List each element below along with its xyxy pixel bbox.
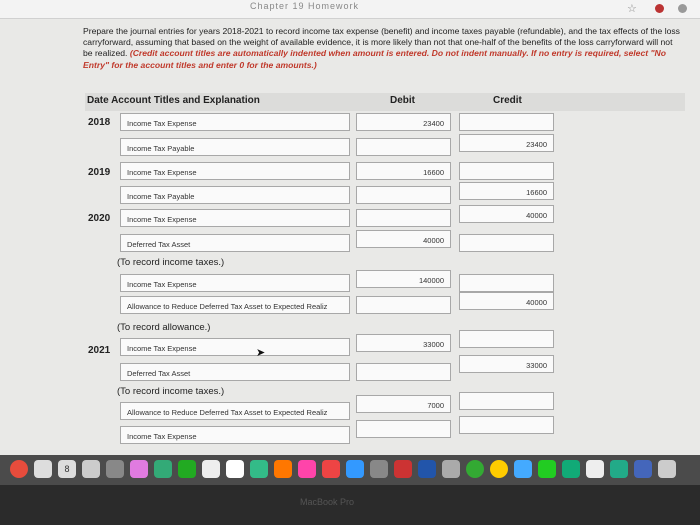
app-icon[interactable] [586, 460, 604, 478]
account-field[interactable]: Income Tax Expense [120, 162, 350, 180]
bookmark-star-icon[interactable]: ☆ [627, 3, 637, 15]
credit-field[interactable]: 33000 [459, 355, 554, 373]
credit-field[interactable]: 23400 [459, 134, 554, 152]
app-icon[interactable] [610, 460, 628, 478]
instructions-note: (Credit account titles are automatically indented when amount is entered. Do not indent manually. If no entry is required, select "No Entry" for the account titles and enter 0 for the amounts.) [83, 48, 667, 70]
app-icon[interactable] [634, 460, 652, 478]
app-icon[interactable] [658, 460, 676, 478]
credit-field[interactable]: 40000 [459, 205, 554, 223]
year-label: 2021 [88, 345, 111, 356]
account-field[interactable]: Income Tax Expense [120, 426, 350, 444]
app-icon[interactable] [442, 460, 460, 478]
bezel-label: MacBook Pro [300, 497, 355, 507]
debit-field[interactable] [356, 363, 451, 381]
account-field[interactable]: Deferred Tax Asset [120, 234, 350, 252]
col-header-account: Date Account Titles and Explanation [87, 95, 260, 106]
debit-field[interactable]: 16600 [356, 162, 451, 180]
ibooks-icon[interactable] [322, 460, 340, 478]
extension-icon[interactable] [655, 4, 664, 13]
instructions [83, 26, 683, 71]
numbers-icon[interactable] [250, 460, 268, 478]
calendar-icon[interactable]: 8 [58, 460, 76, 478]
entry-memo: (To record income taxes.) [117, 386, 225, 397]
itunes-icon[interactable] [298, 460, 316, 478]
debit-field[interactable] [356, 209, 451, 227]
instructions-main: Prepare the journal entries for years 2018-2021 to record income tax expense (benefit) and income taxes payable (refundable), and the tax effects of the loss carryforward, assuming that based on the weight of available evidence, it is more likely than not that one-half of the benefits of the loss carryforward will not be realized. [83, 26, 680, 59]
opera-icon[interactable] [10, 460, 28, 478]
app-store-icon[interactable] [346, 460, 364, 478]
credit-field[interactable]: 16600 [459, 182, 554, 200]
col-header-debit: Debit [390, 95, 415, 106]
debit-field[interactable] [356, 296, 451, 314]
app-icon[interactable] [490, 460, 508, 478]
debit-field[interactable]: 7000 [356, 395, 451, 413]
year-label: 2020 [88, 213, 111, 224]
year-label: 2019 [88, 167, 111, 178]
entry-memo: (To record income taxes.) [117, 257, 225, 268]
credit-field[interactable] [459, 113, 554, 131]
chrome-icon[interactable] [466, 460, 484, 478]
browser-topbar [0, 0, 700, 19]
credit-field[interactable] [459, 416, 554, 434]
question-content [83, 26, 683, 71]
credit-field[interactable] [459, 234, 554, 252]
mouse-cursor-icon: ➤ [256, 347, 266, 359]
account-field[interactable]: Allowance to Reduce Deferred Tax Asset to Expected Realiz [120, 402, 350, 420]
account-field[interactable]: Income Tax Expense [120, 209, 350, 227]
entry-memo: (To record allowance.) [117, 322, 211, 333]
profile-icon[interactable] [678, 4, 687, 13]
excel-icon[interactable] [562, 460, 580, 478]
keynote-icon[interactable] [274, 460, 292, 478]
messages-icon[interactable] [154, 460, 172, 478]
col-header-credit: Credit [493, 95, 522, 106]
account-field[interactable]: Income Tax Expense [120, 113, 350, 131]
debit-field[interactable]: 40000 [356, 230, 451, 248]
credit-field[interactable] [459, 392, 554, 410]
system-preferences-icon[interactable] [370, 460, 388, 478]
account-field[interactable]: Income Tax Payable [120, 138, 350, 156]
debit-field[interactable]: 23400 [356, 113, 451, 131]
facetime-icon[interactable] [178, 460, 196, 478]
app-icon[interactable] [34, 460, 52, 478]
account-field[interactable]: Income Tax Expense [120, 274, 350, 292]
app-icon[interactable] [538, 460, 556, 478]
reminders-icon[interactable] [106, 460, 124, 478]
credit-field[interactable] [459, 274, 554, 292]
year-label: 2018 [88, 117, 111, 128]
tab-title[interactable]: Chapter 19 Homework [250, 1, 360, 11]
word-icon[interactable] [418, 460, 436, 478]
photos-icon[interactable] [130, 460, 148, 478]
debit-field[interactable] [356, 138, 451, 156]
account-field[interactable]: Deferred Tax Asset [120, 363, 350, 381]
maps-icon[interactable] [202, 460, 220, 478]
credit-field[interactable] [459, 330, 554, 348]
app-icon[interactable] [514, 460, 532, 478]
debit-field[interactable]: 140000 [356, 270, 451, 288]
debit-field[interactable] [356, 186, 451, 204]
powerpoint-icon[interactable] [394, 460, 412, 478]
notes-icon[interactable] [82, 460, 100, 478]
debit-field[interactable] [356, 420, 451, 438]
credit-field[interactable] [459, 162, 554, 180]
debit-field[interactable]: 33000 [356, 334, 451, 352]
credit-field[interactable]: 40000 [459, 292, 554, 310]
account-field[interactable]: Income Tax Expense [120, 338, 350, 356]
account-field[interactable]: Income Tax Payable [120, 186, 350, 204]
account-field[interactable]: Allowance to Reduce Deferred Tax Asset to Expected Realiz [120, 296, 350, 314]
preview-icon[interactable] [226, 460, 244, 478]
